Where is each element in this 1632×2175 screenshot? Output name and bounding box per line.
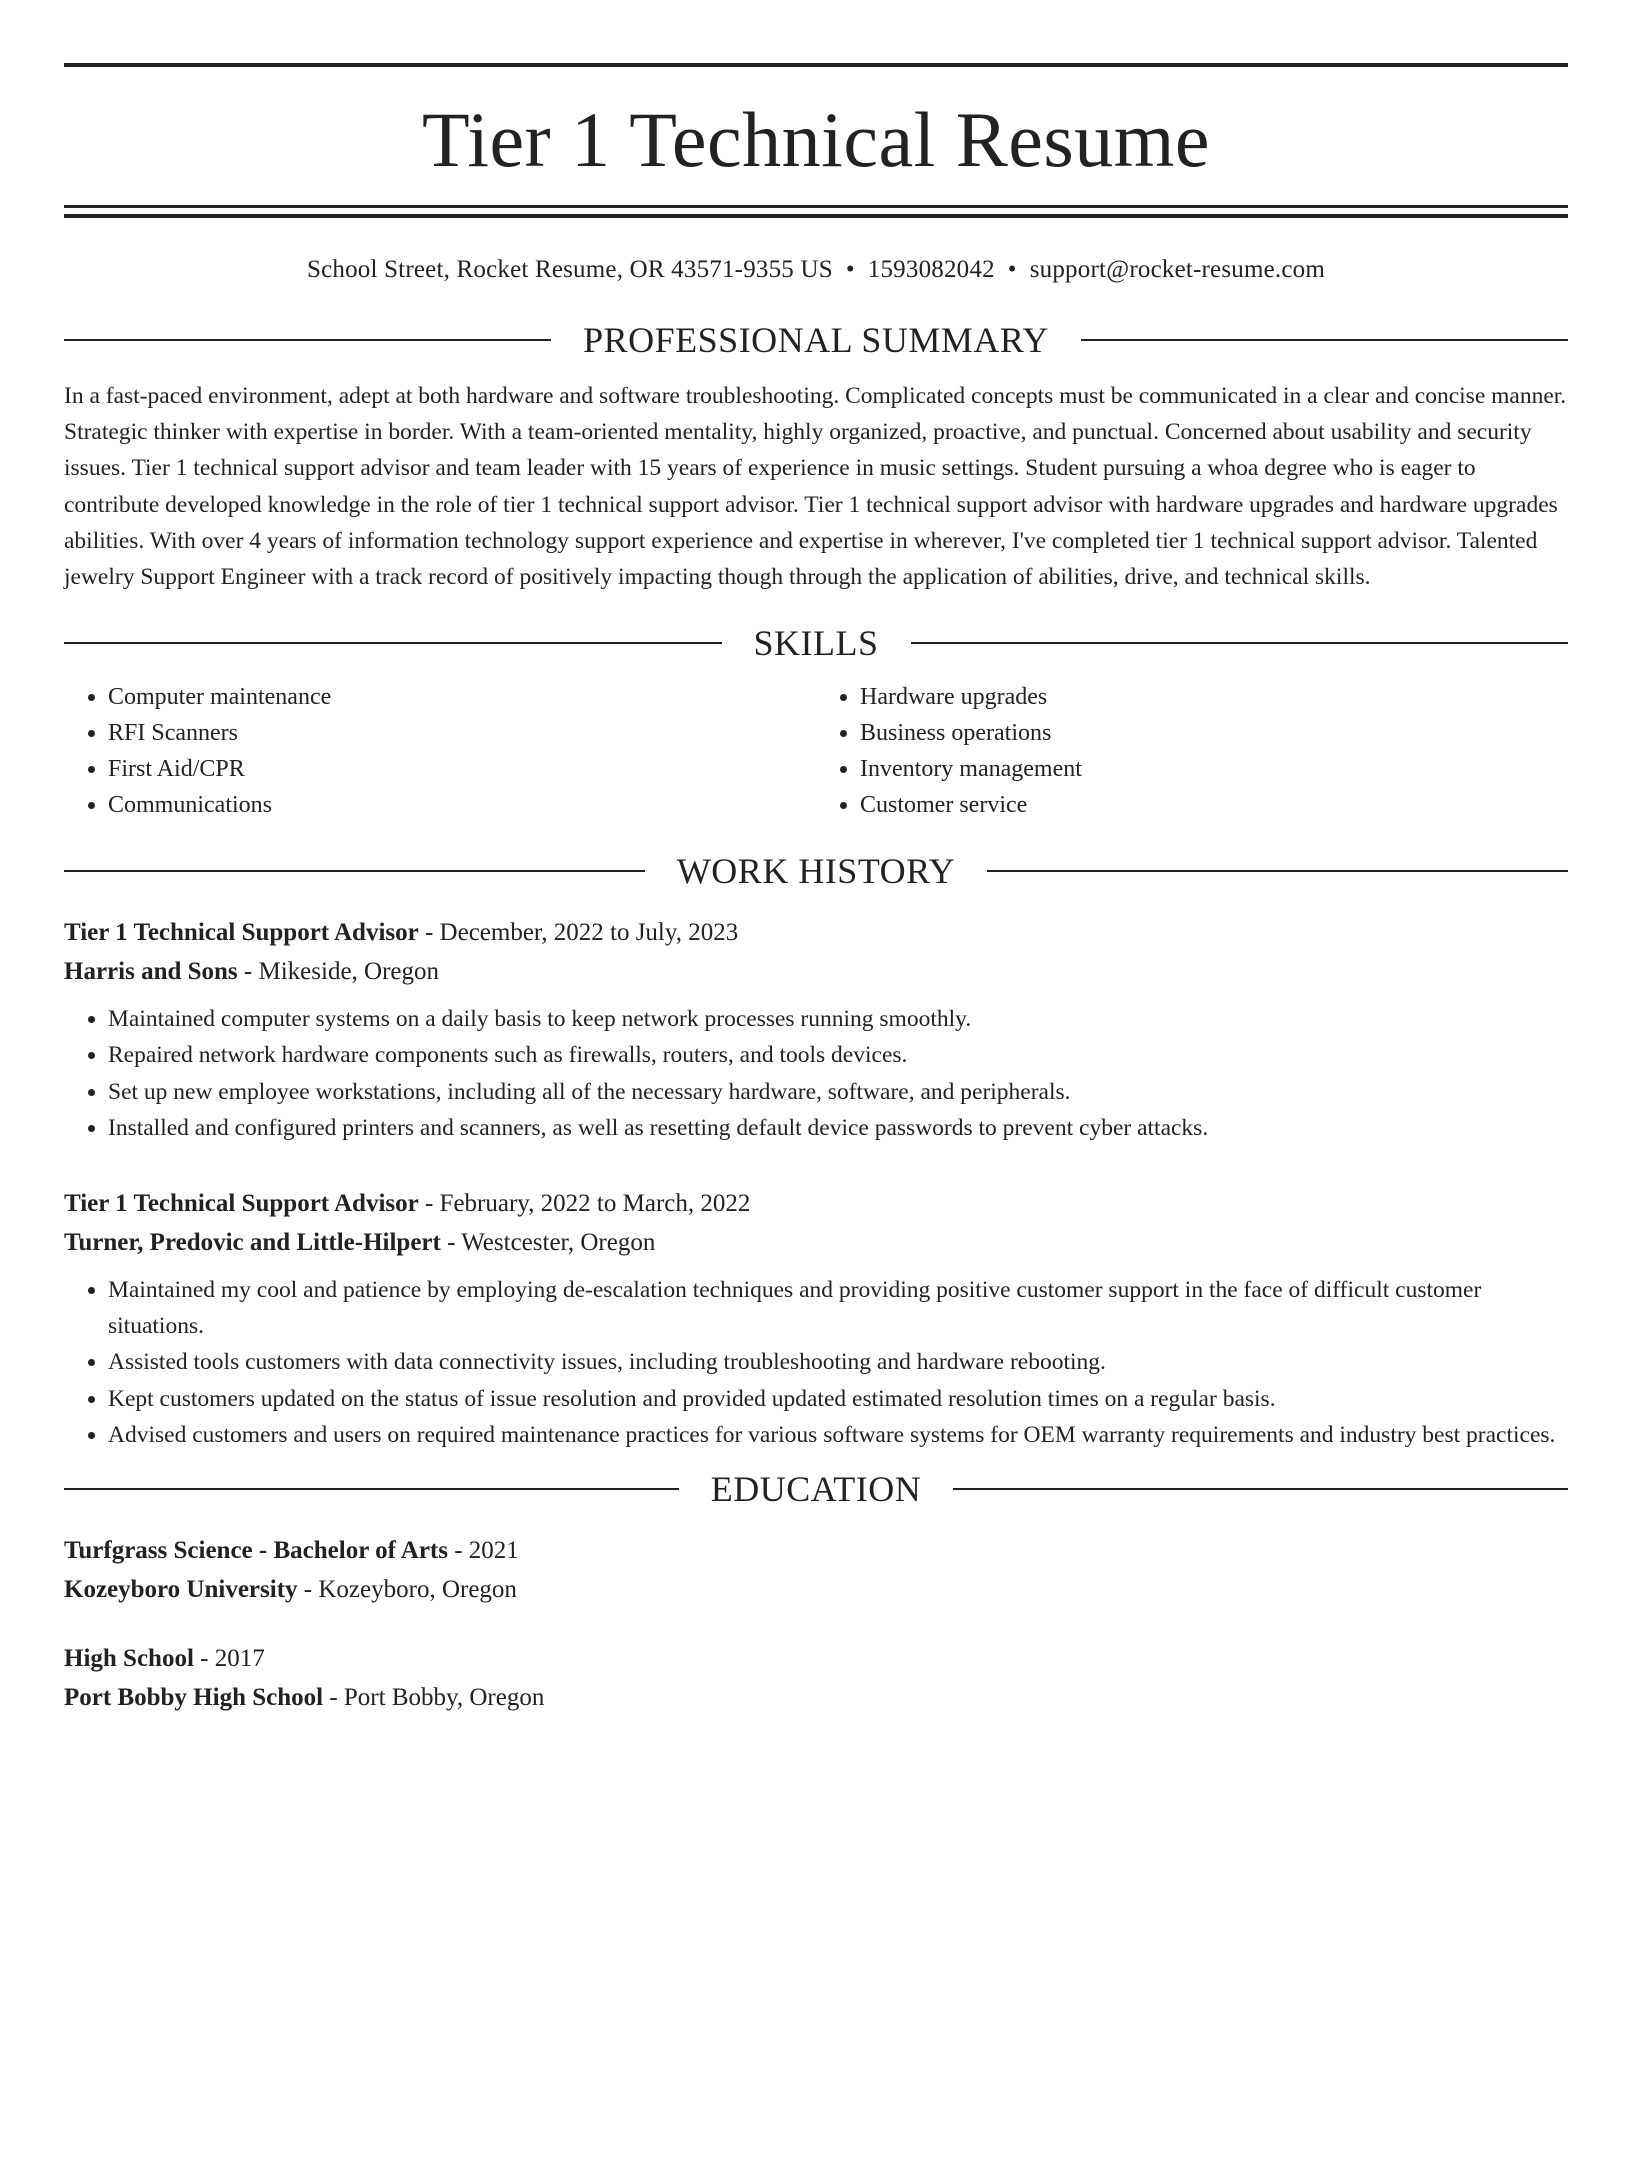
divider-line [64,1488,679,1490]
resume-title: Tier 1 Technical Resume [421,96,1211,183]
education-degree-line [64,1531,1568,1570]
job-bullets [64,1001,1568,1146]
job-bullet: • Maintained computer systems on a daily basis to keep network processes running smoothly. [108,1001,1568,1037]
job-dates: - February, 2022 to March, 2022 [418,1190,751,1218]
skill-item: • Communications [108,787,816,823]
summary-text: In a fast-paced environment, adept at both hardware and software troubleshooting. Complicated concepts must be communicated in a clear and concise manner. Strategic thinker with expertise in border. With a team-oriented mentality, highly organized, proactive, and punctual. Concerned about usability and security issues. Tier 1 technical support advisor and team leader with 15 years of experience in music settings. Student pursuing a whoa degree who is eager to contribute developed knowledge in the role of tier 1 technical support advisor. Tier 1 technical support advisor with hardware upgrades and hardware upgrades abilities. With over 4 years of information technology support experience and expertise in wherever, I've completed tier 1 technical support advisor. Talented jewelry Support Engineer with a track record of positively impacting though through the application of abilities, drive, and technical skills. [64,383,1567,591]
header-top-rule [64,63,1568,67]
section-heading-skills [64,621,1568,665]
education-degree: High School [64,1645,194,1673]
job-company: Harris and Sons [64,958,238,986]
skills-list [64,679,1568,823]
divider-line [987,870,1568,872]
section-heading-work [64,849,1568,893]
contact-address: School Street, Rocket Resume, OR 43571-9355 US [306,256,833,283]
job-location: - Westcester, Oregon [440,1229,656,1257]
divider-line [911,642,1569,644]
job-entry [64,1184,1568,1453]
education-degree-line [64,1639,1568,1678]
job-dates: - December, 2022 to July, 2023 [418,919,739,947]
education-year: - 2021 [447,1537,519,1565]
section-title: EDUCATION [710,1469,922,1510]
skill-item: • RFI Scanners [108,715,816,751]
job-bullet: • Maintained my cool and patience by employing de-escalation techniques and providing positive customer support in the face of difficult customer situations. [108,1272,1568,1344]
contact-separator: • [1007,256,1017,283]
job-entry [64,913,1568,1146]
contact-email: support@rocket-resume.com [1029,256,1326,283]
divider-line [64,642,722,644]
skills-column-left [64,679,816,823]
job-bullet: • Set up new employee workstations, including all of the necessary hardware, software, and peripherals. [108,1074,1568,1110]
skill-item: • Business operations [860,715,1568,751]
job-company-line [64,1223,1568,1262]
section-heading-education [64,1467,1568,1511]
job-bullet: • Installed and configured printers and scanners, as well as resetting default device passwords to prevent cyber attacks. [108,1110,1568,1146]
divider-line [64,339,551,341]
section-title: SKILLS [753,623,879,664]
divider-line [1081,339,1568,341]
job-title: Tier 1 Technical Support Advisor [64,1190,419,1218]
education-entry [64,1639,1568,1717]
skills-column-right [816,679,1568,823]
education-year: - 2017 [193,1645,265,1673]
section-title: WORK HISTORY [676,851,956,892]
skill-item: • First Aid/CPR [108,751,816,787]
skill-item: • Hardware upgrades [860,679,1568,715]
skill-item: • Inventory management [860,751,1568,787]
job-location: - Mikeside, Oregon [237,958,440,986]
education-location: - Kozeyboro, Oregon [297,1576,517,1604]
job-bullets [64,1272,1568,1453]
skill-item: • Computer maintenance [108,679,816,715]
contact-phone: 1593082042 [867,256,995,283]
contact-separator: • [845,256,855,283]
job-title-line [64,1184,1568,1223]
education-school-line [64,1678,1568,1717]
education-school: Kozeyboro University [64,1576,298,1604]
job-bullet: • Kept customers updated on the status of issue resolution and provided updated estimated resolution times on a regular basis. [108,1381,1568,1417]
divider-line [953,1488,1568,1490]
job-title: Tier 1 Technical Support Advisor [64,919,419,947]
divider-line [64,870,645,872]
section-heading-summary [64,318,1568,362]
job-company-line [64,952,1568,991]
section-title: PROFESSIONAL SUMMARY [583,320,1049,360]
education-location: - Port Bobby, Oregon [323,1684,545,1712]
job-bullet: • Assisted tools customers with data connectivity issues, including troubleshooting and hardware rebooting. [108,1344,1568,1380]
job-title-line [64,913,1568,952]
education-school: Port Bobby High School [64,1684,324,1712]
resume-page [0,63,1632,2175]
education-degree: Turfgrass Science - Bachelor of Arts [64,1537,448,1565]
job-company: Turner, Predovic and Little-Hilpert [64,1229,441,1257]
education-school-line [64,1570,1568,1609]
skill-item: • Customer service [860,787,1568,823]
header-double-rule [64,205,1568,218]
contact-line [64,254,1568,286]
education-entry [64,1531,1568,1609]
job-bullet: • Repaired network hardware components such as firewalls, routers, and tools devices. [108,1037,1568,1073]
job-bullet: • Advised customers and users on required maintenance practices for various software systems for OEM warranty requirements and industry best practices. [108,1417,1568,1453]
